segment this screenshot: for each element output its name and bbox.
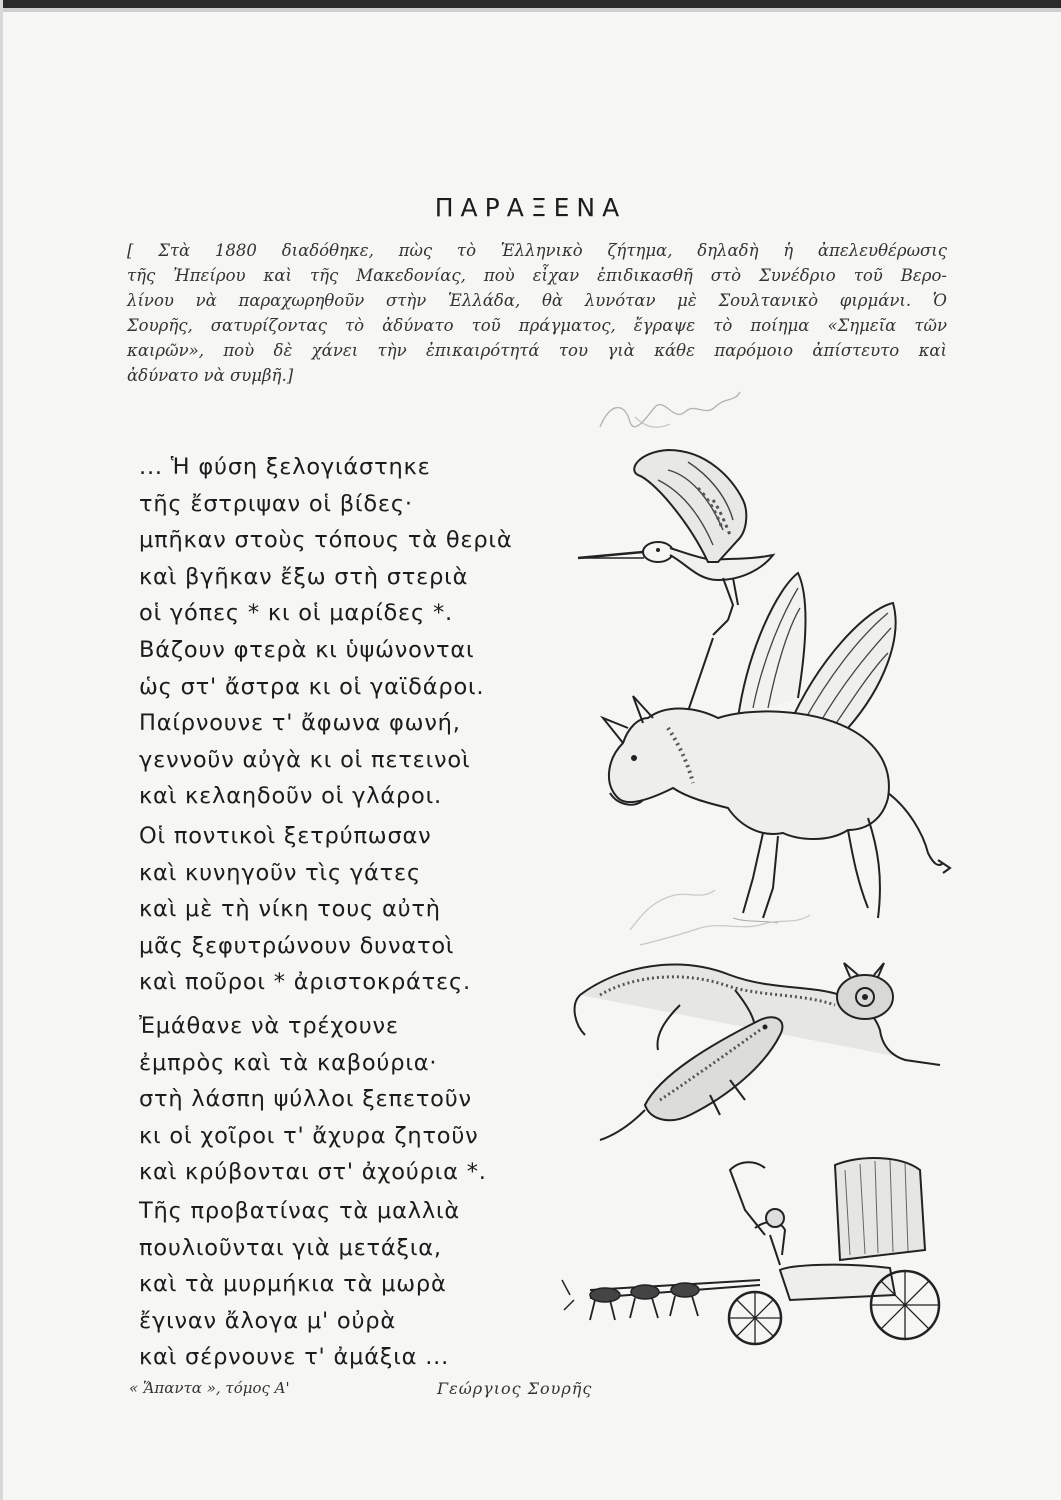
verse-line: καὶ βγῆκαν ἔξω στὴ στεριὰ xyxy=(139,563,469,590)
verse-line: καὶ κελαηδοῦν οἱ γλάροι. xyxy=(139,783,442,809)
verse-line: κι οἱ χοῖροι τ' ἄχυρα ζητοῦν xyxy=(139,1122,479,1149)
stanza-2 xyxy=(139,632,609,815)
scan-left-edge xyxy=(0,0,3,1500)
intro-line: ἀδύνατο νὰ συμβῆ.] xyxy=(127,366,294,385)
verse-line: καὶ μὲ τὴ νίκη τους αὐτὴ xyxy=(139,896,441,922)
intro-line: τῆς Ἠπείρου καὶ τῆς Μακεδονίας, ποὺ εἶχαν ἐπιδικασθῆ στὸ Συνέδριο τοῦ Βερο- xyxy=(127,266,947,285)
verse-line: γεννοῦν αὐγὰ κι οἱ πετεινοὶ xyxy=(139,746,471,773)
intro-note xyxy=(127,238,947,388)
verse-line: καὶ τὰ μυρμήκια τὰ μωρὰ xyxy=(139,1271,447,1297)
author-name: Γεώργιος Σουρῆς xyxy=(437,1379,593,1398)
page-title: ΠΑΡΑΞΕΝΑ xyxy=(434,192,627,222)
verse-line: ἔγιναν ἄλογα μ' οὐρὰ xyxy=(139,1307,396,1334)
verse-line: οἱ γόπες * κι οἱ μαρίδες *. xyxy=(139,600,453,626)
verse-line: καὶ σέρνουνε τ' ἀμάξια ... xyxy=(139,1344,450,1370)
cat-and-mouse-illustration xyxy=(560,935,960,1165)
verse-line: Παίρνουνε τ' ἄφωνα φωνή, xyxy=(139,710,461,736)
verse-line: στὴ λάσπη ψύλλοι ξεπετοῦν xyxy=(139,1086,472,1112)
verse-line: καὶ κυνηγοῦν τὶς γάτες xyxy=(139,859,421,886)
verse-line: Οἱ ποντικοὶ ξετρύπωσαν xyxy=(139,823,432,849)
verse-line: Ἐμάθανε νὰ τρέχουνε xyxy=(139,1013,399,1039)
scan-top-edge xyxy=(0,0,1061,8)
stanza-4 xyxy=(139,1008,609,1191)
verse-line: πουλιοῦνται γιὰ μετάξια, xyxy=(139,1234,442,1261)
intro-line: Σουρῆς, σατυρίζοντας τὸ ἀδύνατο τοῦ πράγματος, ἔγραψε τὸ ποίημα «Σημεῖα τῶν xyxy=(127,316,947,335)
stanza-3 xyxy=(139,818,609,1001)
pencil-scribble xyxy=(595,382,745,442)
intro-line: καιρῶν», ποὺ δὲ χάνει τὴν ἐπικαιρότητά του γιὰ κάθε παρόμοιο ἀπίστευτο καὶ xyxy=(127,341,947,360)
verse-line: Βάζουν φτερὰ κι ὑψώνονται xyxy=(139,637,475,663)
verse-line: Τῆς προβατίνας τὰ μαλλιὰ xyxy=(139,1198,461,1224)
source-citation: « Ἅπαντα », τόμος Α' xyxy=(129,1379,290,1397)
verse-line: μᾶς ξεφυτρώνουν δυνατοὶ xyxy=(139,932,455,959)
verse-line: καὶ ποῦροι * ἀριστοκράτες. xyxy=(139,969,471,995)
verse-line: μπῆκαν στοὺς τόπους τὰ θεριὰ xyxy=(139,527,513,553)
stanza-5 xyxy=(139,1193,609,1376)
verse-line: τῆς ἔστριψαν οἱ βίδες· xyxy=(139,490,413,517)
intro-line: [ Στὰ 1880 διαδόθηκε, πὼς τὸ Ἑλληνικὸ ζήτημα, δηλαδὴ ἡ ἀπελευθέρωσις xyxy=(127,241,947,260)
stanza-1 xyxy=(139,449,609,632)
intro-line: λίνου νὰ παραχωρηθοῦν στὴν Ἑλλάδα, θὰ λυνόταν μὲ Σουλτανικὸ φιρμάνι. Ὁ xyxy=(127,291,947,310)
ant-carriage-illustration xyxy=(560,1150,960,1380)
verse-line: καὶ κρύβονται στ' ἀχούρια *. xyxy=(139,1159,487,1185)
verse-line: ... Ἡ φύση ξελογιάστηκε xyxy=(139,454,431,480)
verse-line: ἐμπρὸς καὶ τὰ καβούρια· xyxy=(139,1049,438,1076)
verse-line: ὡς στ' ἄστρα κι οἱ γαϊδάροι. xyxy=(139,673,485,700)
